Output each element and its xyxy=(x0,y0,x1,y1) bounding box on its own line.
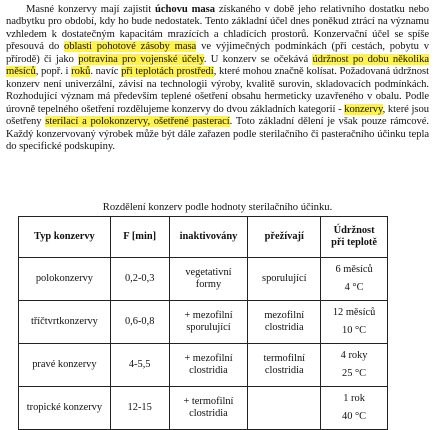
highlight-span: při teplotách prostředí xyxy=(121,66,214,78)
highlight-span: údržnost po dobu několika měsíců xyxy=(6,53,429,78)
table-row xyxy=(19,301,388,344)
cell-shelf xyxy=(321,258,388,301)
table-header-row xyxy=(19,217,388,258)
body-paragraph xyxy=(6,4,429,153)
cell-shelf xyxy=(321,387,388,430)
text-run: , které mohou značně kolísat. Požadovaná údržnost konzerv není univerzální, závisí na technologii výroby, kvalitě surovin, skladovacích podmínkách. Rozhodující význam má především teplené ošetření obsahu hermeticky uzavřeného v obalu. Podle úrovně tepelného ošetření rozdělujeme konzervy do dvou základních kategorií - xyxy=(6,66,430,115)
cell-survives: mezofilní clostridia xyxy=(248,301,321,344)
cell-inactivated: + mezofilní clostridia xyxy=(169,344,248,387)
cell-shelf xyxy=(321,301,388,344)
cell-survives: termofilní clostridia xyxy=(248,344,321,387)
highlight-span: oblasti pohotové zásoby masa xyxy=(64,41,197,53)
text-run: získaného v době jeho relativního dostatku nebo nadbytku pro období, kdy ho bude nedostatek. Tento základní účel dnes poněkud ztrácí na významu vzhledem k dostatečným kapacitám mrazících a chladících prostorů. Konzervační účel se spíše přesouvá do xyxy=(6,4,429,53)
text-run: Masné konzervy mají zajistit xyxy=(26,4,156,15)
shelf-value: 4 roky xyxy=(340,350,368,361)
highlight-span: sterilací a polokonzervy, ošetřené pasterací xyxy=(45,116,230,128)
header-shelf-life xyxy=(321,217,388,258)
cell-type: pravé konzervy xyxy=(19,344,111,387)
header-survives: přežívají xyxy=(248,217,321,258)
shelf-value: 6 měsíců xyxy=(335,264,373,275)
text-run: , které jsou ošetřeny xyxy=(6,103,429,128)
header-inactivated: inaktivovány xyxy=(169,217,248,258)
cell-f: 12-15 xyxy=(110,387,169,430)
text-run: . navíc xyxy=(90,66,122,78)
shelf-value: 12 měsíců xyxy=(332,307,376,318)
sterilization-table xyxy=(18,216,388,430)
text-run: ve výjimečných podmínkách (při cestách, pobytu v přírodě) či jako xyxy=(6,41,430,65)
temp-value: 10 °C xyxy=(342,325,367,336)
text-run: . Toto základní dělení je však pouze rámcové. Každý konzervovaný výrobek může být dále zařazen podle sterilačního či pasteračního účinku tepla do specifické podskupiny. xyxy=(6,116,429,152)
cell-inactivated: + termofilní clostridia xyxy=(169,387,248,430)
text-run: . U konzerv se očekává xyxy=(203,53,313,65)
temp-value: 25 °C xyxy=(342,368,367,379)
cell-type: tříčtvrtkonzervy xyxy=(19,301,111,344)
table-caption: Rozdělení konzerv podle hodnoty sterilačního účinku. xyxy=(102,202,333,213)
cell-f: 4-5,5 xyxy=(110,344,169,387)
header-f-value: F [min] xyxy=(110,217,169,258)
cell-inactivated: + mezofilní sporulující xyxy=(169,301,248,344)
header-type: Typ konzervy xyxy=(19,217,111,258)
shelf-value: 1 rok xyxy=(343,393,365,404)
highlight-span: roků xyxy=(71,66,91,78)
header-shelf-line: Údržnost xyxy=(333,225,375,236)
temp-value: 40 °C xyxy=(342,411,367,422)
cell-f: 0,2-0,3 xyxy=(110,258,169,301)
cell-survives xyxy=(248,387,321,430)
cell-type: tropické konzervy xyxy=(19,387,111,430)
table-row xyxy=(19,387,388,430)
table-row xyxy=(19,258,388,301)
cell-survives: sporulující xyxy=(248,258,321,301)
text-run: , popř. i xyxy=(35,66,72,78)
header-temp-line: při teplotě xyxy=(331,237,378,248)
cell-f: 0,6-0,8 xyxy=(110,301,169,344)
document-page xyxy=(6,4,430,422)
bold-term: úchovu masa xyxy=(155,4,215,15)
highlight-span: potravina pro vojenské účely xyxy=(78,53,204,65)
temp-value: 4 °C xyxy=(344,282,364,293)
highlight-span: konzervy xyxy=(344,103,383,115)
cell-type: polokonzervy xyxy=(19,258,111,301)
table-row xyxy=(19,344,388,387)
cell-inactivated: vegetativní formy xyxy=(169,258,248,301)
cell-shelf xyxy=(321,344,388,387)
